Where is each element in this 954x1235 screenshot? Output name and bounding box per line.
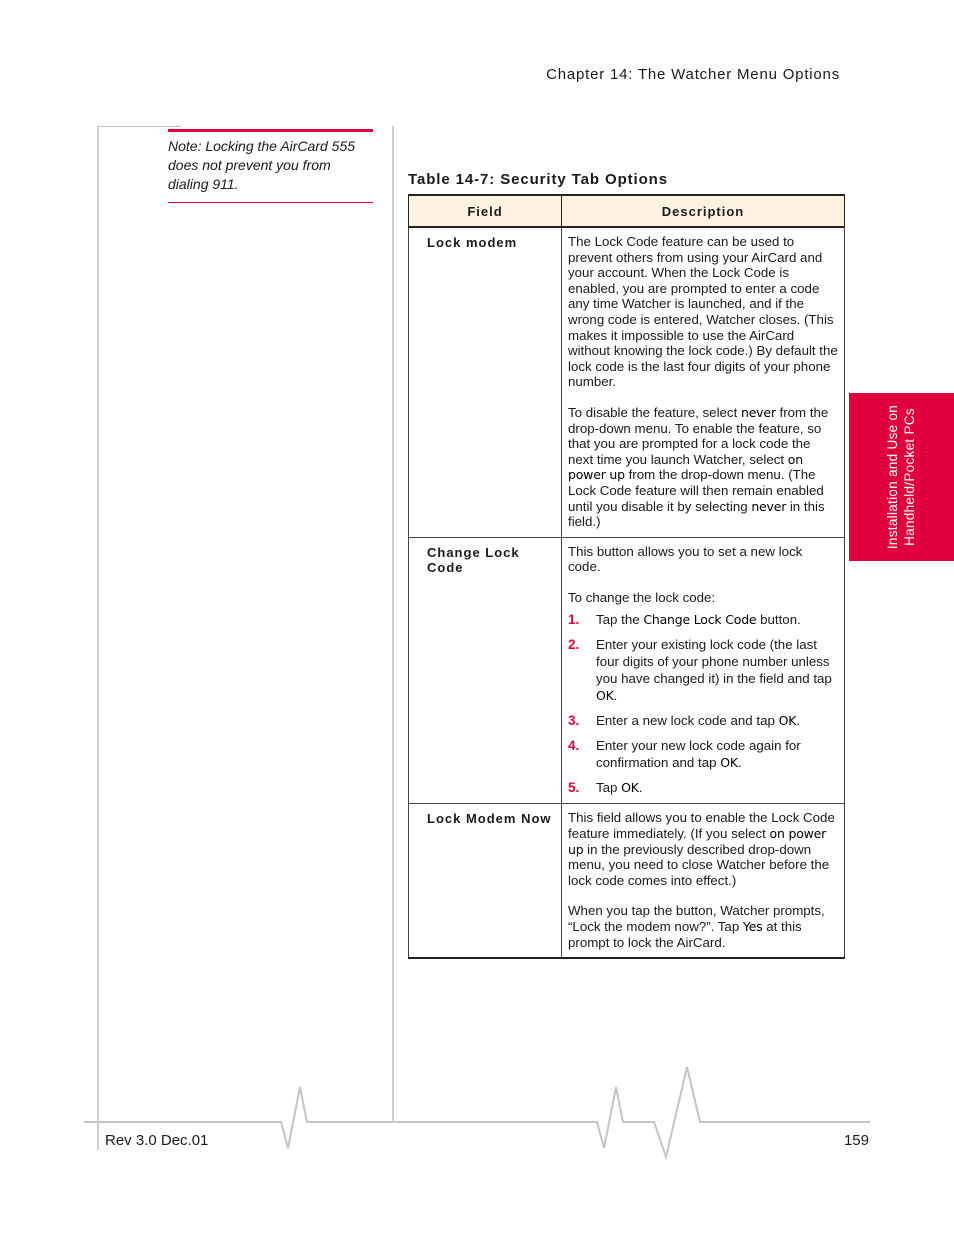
lock-modem-now-paragraph-2: When you tap the button, Watcher prompts, “Lock the modem now?”. Tap Yes at this prompt to lock the AirCard. — [568, 903, 825, 950]
step-number: 1. — [568, 612, 580, 628]
change-lock-code-paragraph-1: This button allows you to set a new lock code. — [568, 543, 803, 575]
change-lock-code-paragraph-2: To change the lock code: — [568, 589, 716, 605]
ui-label-yes: Yes — [742, 919, 763, 935]
frame-left-rule — [97, 126, 99, 1150]
field-lock-modem: Lock modem — [409, 227, 562, 537]
option-on-power-up: on power up — [568, 451, 803, 483]
note-rule-top — [168, 129, 373, 132]
ui-label: OK — [778, 713, 797, 729]
lock-modem-paragraph-1: The Lock Code feature can be used to prevent others from using your AirCard and your account. When the Lock Code is enabled, you are prompted to enter a code any time Watcher is launched, and if the wrong code is entered, Watcher closes. (This makes it impossible to use the AirCard without knowing the lock code.) By default the lock code is the last four digits of your phone number. — [568, 234, 838, 390]
option-on-power-up: on power up — [568, 826, 827, 857]
description-lock-modem — [562, 227, 845, 537]
chapter-header: Chapter 14: The Watcher Menu Options — [546, 66, 840, 83]
footer-signal-line — [0, 1060, 954, 1170]
table-row-lock-modem-now — [409, 804, 845, 958]
description-change-lock-code — [562, 537, 845, 804]
table-header-row — [409, 195, 845, 227]
lock-modem-now-paragraph-1: This field allows you to enable the Lock Code feature immediately. (If you select on power up in the previously described drop-down menu, you need to close Watcher before the lock code comes into effect.) — [568, 810, 835, 888]
column-header-description: Description — [562, 195, 845, 227]
security-options-table — [408, 194, 844, 959]
change-lock-code-steps — [568, 611, 838, 796]
ui-label: OK — [720, 755, 738, 771]
footer-page-number: 159 — [843, 1132, 869, 1149]
frame-top-rule — [97, 126, 181, 127]
option-never: never — [740, 404, 776, 420]
margin-note: Note: Locking the AirCard 555 does not prevent you from dialing 911. — [168, 138, 356, 192]
table-row-change-lock-code — [409, 537, 845, 804]
side-tab-label — [884, 393, 918, 561]
field-lock-modem-now: Lock Modem Now — [409, 804, 562, 958]
column-header-field: Field — [409, 195, 562, 227]
step-number: 3. — [568, 713, 580, 729]
side-tab-line-1: Installation and Use on — [885, 404, 900, 550]
step-item: 2. Enter your existing lock code (the last four digits of your phone number unless you have changed it) in the field and tap OK. — [568, 637, 832, 704]
chapter-side-tab — [849, 393, 954, 561]
field-change-lock-code: Change Lock Code — [409, 537, 562, 804]
step-item: 1. Tap the Change Lock Code button. — [568, 612, 801, 628]
option-never: never — [751, 498, 787, 514]
footer-revision: Rev 3.0 Dec.01 — [105, 1132, 209, 1149]
ui-label: OK — [621, 780, 639, 796]
ui-label: Change Lock Code — [643, 612, 757, 628]
ui-label: OK — [596, 688, 614, 704]
step-item: 5. Tap OK. — [568, 780, 643, 796]
step-number: 5. — [568, 780, 580, 796]
description-lock-modem-now — [562, 804, 845, 958]
note-rule-bottom — [168, 202, 373, 203]
table-title: Table 14-7: Security Tab Options — [408, 171, 668, 188]
table-row-lock-modem — [409, 227, 845, 537]
step-item: 3. Enter a new lock code and tap OK. — [568, 713, 800, 729]
step-number: 4. — [568, 738, 580, 754]
side-tab-line-2: Handheld/Pocket PCs — [902, 408, 917, 546]
lock-modem-paragraph-2: To disable the feature, select never from the drop-down menu. To enable the feature, so that you are prompted for a lock code the next time you launch Watcher, select on power up from the drop-down menu. (The Lock Code feature will then remain enabled until you disable it by selecting never in this field.) — [568, 404, 829, 530]
frame-column-rule — [392, 126, 394, 1122]
step-item: 4. Enter your new lock code again for confirmation and tap OK. — [568, 738, 801, 771]
step-number: 2. — [568, 637, 580, 653]
